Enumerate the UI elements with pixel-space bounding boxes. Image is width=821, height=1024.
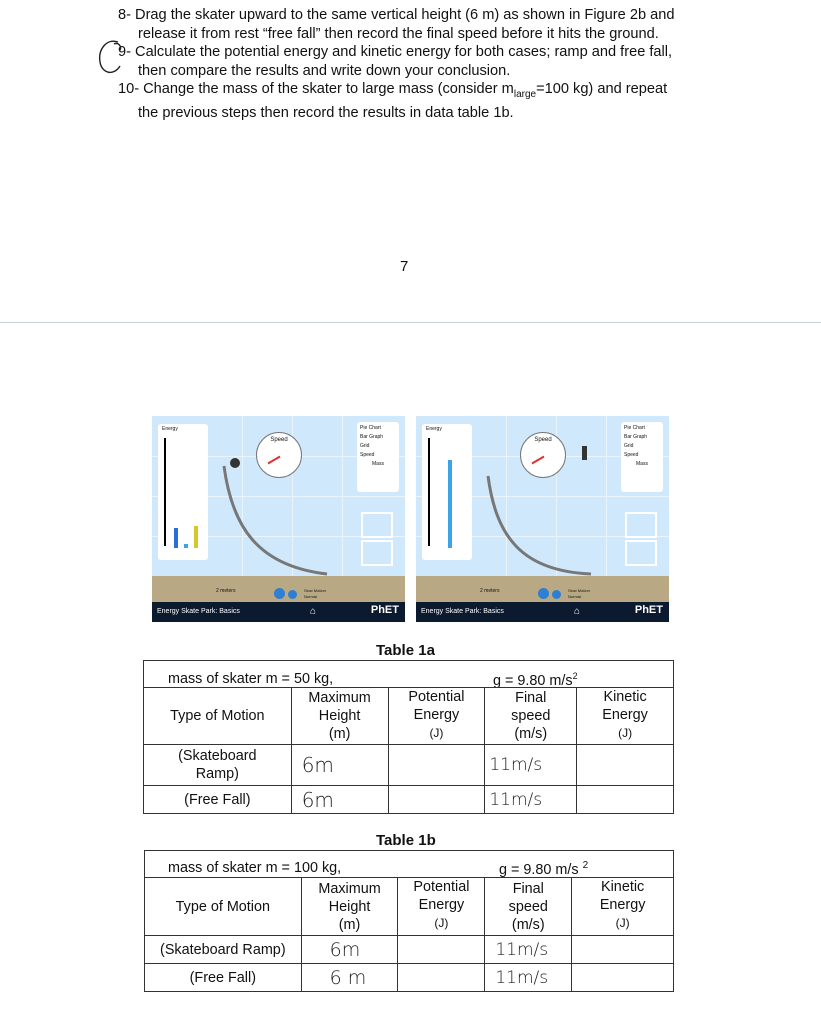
cell-pe[interactable]	[398, 936, 485, 964]
table-1a-caption: Table 1a	[376, 642, 435, 659]
checkbox-bar-graph[interactable]: Bar Graph	[360, 434, 384, 440]
cell-motion: (Skateboard Ramp)	[144, 745, 292, 786]
energy-panel-title: Energy	[162, 426, 178, 432]
checkbox-speed[interactable]: Speed	[360, 452, 375, 458]
app-name: Energy Skate Park: Basics	[157, 608, 240, 615]
step-9	[118, 43, 718, 81]
track-thumbnail-2[interactable]	[361, 540, 393, 566]
step-9-line-2: then compare the results and write down your conclusion.	[138, 63, 511, 79]
table-1a	[143, 687, 674, 814]
page-divider	[0, 322, 821, 323]
header-ke: Kinetic Energy (J)	[577, 688, 674, 745]
motion-options[interactable]	[568, 588, 590, 600]
header-type: Type of Motion	[145, 878, 302, 936]
slow-motion-option[interactable]: Slow Motion	[304, 588, 326, 593]
step-button[interactable]	[288, 590, 297, 599]
sim-footer	[416, 602, 669, 622]
meters-label: 2 meters	[480, 588, 500, 594]
checkbox-pie-chart[interactable]: Pie Chart	[624, 425, 645, 431]
normal-option[interactable]: Normal	[304, 594, 317, 599]
step-8-line-2: release it from rest “free fall” then record the final speed before it hits the ground.	[138, 26, 659, 42]
table-row	[144, 786, 674, 814]
table-1b-mass: mass of skater m = 100 kg,	[168, 860, 342, 876]
checkbox-speed[interactable]: Speed	[624, 452, 639, 458]
track-thumbnail-2[interactable]	[625, 540, 657, 566]
table-1b-g	[499, 860, 588, 878]
phet-logo: PhET	[634, 604, 663, 616]
step-8-line-1: 8- Drag the skater upward to the same vertical height (6 m) as shown in Figure 2b and	[118, 7, 675, 23]
play-button[interactable]	[274, 588, 285, 599]
step-10-subscript: large	[513, 88, 537, 100]
cell-height[interactable]: 6m	[301, 936, 398, 964]
page-number: 7	[400, 258, 409, 275]
home-icon[interactable]: ⌂	[310, 606, 317, 617]
step-button[interactable]	[552, 590, 561, 599]
energy-panel-title: Energy	[426, 426, 442, 432]
table-row	[144, 745, 674, 786]
header-speed: Final speed (m/s)	[485, 878, 572, 936]
header-pe: Potential Energy (J)	[388, 688, 485, 745]
header-pe: Potential Energy (J)	[398, 878, 485, 936]
step-10-line-1b: =100 kg) and repeat	[536, 81, 668, 97]
checkbox-bar-graph[interactable]: Bar Graph	[624, 434, 648, 440]
table-1a-g-value: g = 9.80 m/s	[493, 672, 573, 689]
cell-motion: (Free Fall)	[145, 964, 302, 992]
sim-screenshot-ramp	[152, 416, 405, 622]
table-1b-g-exp: 2	[582, 860, 589, 871]
slow-motion-option[interactable]: Slow Motion	[568, 588, 590, 593]
table-1a-header-row	[144, 688, 674, 745]
app-name: Energy Skate Park: Basics	[421, 608, 504, 615]
control-panel[interactable]	[357, 422, 399, 492]
table-1b-header-row	[145, 878, 674, 936]
table-row	[145, 964, 674, 992]
phet-logo: PhET	[370, 604, 399, 616]
table-1b-g-value: g = 9.80 m/s	[499, 861, 579, 878]
cell-speed[interactable]: 11m/s	[485, 964, 572, 992]
table-1b-caption: Table 1b	[376, 832, 436, 849]
cell-pe[interactable]	[398, 964, 485, 992]
table-row	[145, 936, 674, 964]
step-10	[118, 80, 718, 123]
checkbox-grid[interactable]: Grid	[624, 443, 634, 449]
header-speed: Final speed (m/s)	[485, 688, 577, 745]
play-button[interactable]	[538, 588, 549, 599]
header-ke: Kinetic Energy (J)	[572, 878, 674, 936]
step-8	[118, 6, 718, 44]
cell-height[interactable]: 6 m	[301, 964, 398, 992]
step-10-line-2: the previous steps then record the results in data table 1b.	[138, 104, 514, 121]
cell-motion: (Skateboard Ramp)	[145, 936, 302, 964]
table-1a-g-exp: 2	[572, 671, 578, 681]
cell-ke[interactable]	[577, 786, 674, 814]
sim-screenshot-free-fall	[416, 416, 669, 622]
normal-option[interactable]: Normal	[568, 594, 581, 599]
cell-height[interactable]: 6m	[291, 745, 388, 786]
speed-gauge-label: Speed	[534, 437, 552, 443]
cell-pe[interactable]	[388, 745, 485, 786]
header-height: Maximum Height (m)	[291, 688, 388, 745]
cell-speed[interactable]: 11m/s	[485, 786, 577, 814]
table-1a-mass: mass of skater m = 50 kg,	[168, 671, 334, 687]
step-9-line-1: 9- Calculate the potential energy and kinetic energy for both cases; ramp and free fall,	[118, 44, 673, 60]
cell-height[interactable]: 6m	[291, 786, 388, 814]
mass-label: Mass	[636, 461, 648, 467]
cell-ke[interactable]	[572, 936, 674, 964]
checkbox-grid[interactable]: Grid	[360, 443, 370, 449]
cell-pe[interactable]	[388, 786, 485, 814]
mass-label: Mass	[372, 461, 384, 467]
meters-label: 2 meters	[216, 588, 236, 594]
home-icon[interactable]: ⌂	[574, 606, 581, 617]
track-thumbnail-1[interactable]	[625, 512, 657, 538]
cell-ke[interactable]	[577, 745, 674, 786]
sim-footer	[152, 602, 405, 622]
cell-speed[interactable]: 11m/s	[485, 745, 577, 786]
header-type: Type of Motion	[144, 688, 292, 745]
table-1b	[144, 877, 674, 992]
step-10-line-1a: 10- Change the mass of the skater to large mass (consider m	[118, 81, 514, 97]
control-panel[interactable]	[621, 422, 663, 492]
checkbox-pie-chart[interactable]: Pie Chart	[360, 425, 381, 431]
speed-gauge-label: Speed	[270, 437, 288, 443]
cell-motion: (Free Fall)	[144, 786, 292, 814]
header-height: Maximum Height (m)	[301, 878, 398, 936]
track-thumbnail-1[interactable]	[361, 512, 393, 538]
motion-options[interactable]	[304, 588, 326, 600]
cell-ke[interactable]	[572, 964, 674, 992]
cell-speed[interactable]: 11m/s	[485, 936, 572, 964]
handwritten-circle-mark-icon	[96, 36, 128, 78]
